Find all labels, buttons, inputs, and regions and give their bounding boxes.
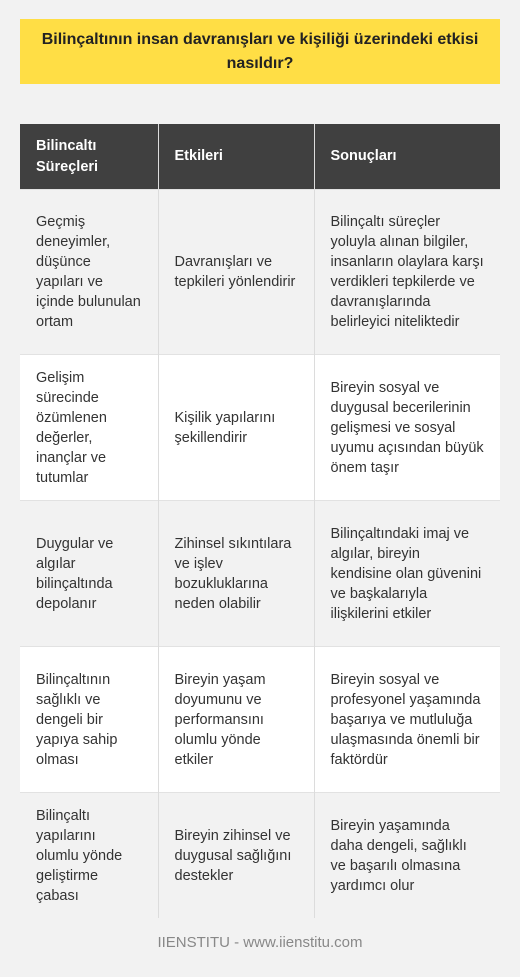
table-row: [20, 190, 500, 355]
table-row: [20, 355, 500, 501]
table-row: [20, 501, 500, 647]
column-header-effects: Etkileri: [158, 124, 314, 190]
table-cell: Bireyin zihinsel ve duygusal sağlığını destekler: [158, 793, 314, 919]
table-cell: Zihinsel sıkıntılara ve işlev bozukluklarına neden olabilir: [158, 501, 314, 647]
table-cell: Bilinçaltının sağlıklı ve dengeli bir yapıya sahip olması: [20, 647, 158, 793]
column-header-processes: Bilincaltı Süreçleri: [20, 124, 158, 190]
table-cell: Bireyin yaşamında daha dengeli, sağlıklı ve başarılı olmasına yardımcı olur: [314, 793, 500, 919]
table-cell: Davranışları ve tepkileri yönlendirir: [158, 190, 314, 355]
table-cell: Gelişim sürecinde özümlenen değerler, inançlar ve tutumlar: [20, 355, 158, 501]
table-cell: Bireyin yaşam doyumunu ve performansını olumlu yönde etkiler: [158, 647, 314, 793]
table-row: [20, 647, 500, 793]
page-title: Bilinçaltının insan davranışları ve kişiliği üzerindeki etkisi nasıldır?: [20, 19, 500, 84]
table-header-row: [20, 124, 500, 190]
table-cell: Kişilik yapılarını şekillendirir: [158, 355, 314, 501]
table-row: [20, 793, 500, 919]
content-table: [20, 124, 500, 918]
table-cell: Duygular ve algılar bilinçaltında depolanır: [20, 501, 158, 647]
column-header-results: Sonuçları: [314, 124, 500, 190]
footer-credit: IIENSTITU - www.iienstitu.com: [157, 934, 363, 951]
table-cell: Bireyin sosyal ve duygusal becerilerinin gelişmesi ve sosyal uyumu açısından büyük önem taşır: [314, 355, 500, 501]
table-cell: Geçmiş deneyimler, düşünce yapıları ve içinde bulunulan ortam: [20, 190, 158, 355]
table-cell: Bilinçaltı yapılarını olumlu yönde geliştirme çabası: [20, 793, 158, 919]
content-table-container: [20, 124, 500, 918]
table-cell: Bilinçaltı süreçler yoluyla alınan bilgiler, insanların olaylara karşı verdikleri tepkilerde ve davranışlarında belirleyici niteliktedir: [314, 190, 500, 355]
table-cell: Bilinçaltındaki imaj ve algılar, bireyin kendisine olan güvenini ve başkalarıyla ilişkilerini etkiler: [314, 501, 500, 647]
table-cell: Bireyin sosyal ve profesyonel yaşamında başarıya ve mutluluğa ulaşmasında önemli bir faktördür: [314, 647, 500, 793]
